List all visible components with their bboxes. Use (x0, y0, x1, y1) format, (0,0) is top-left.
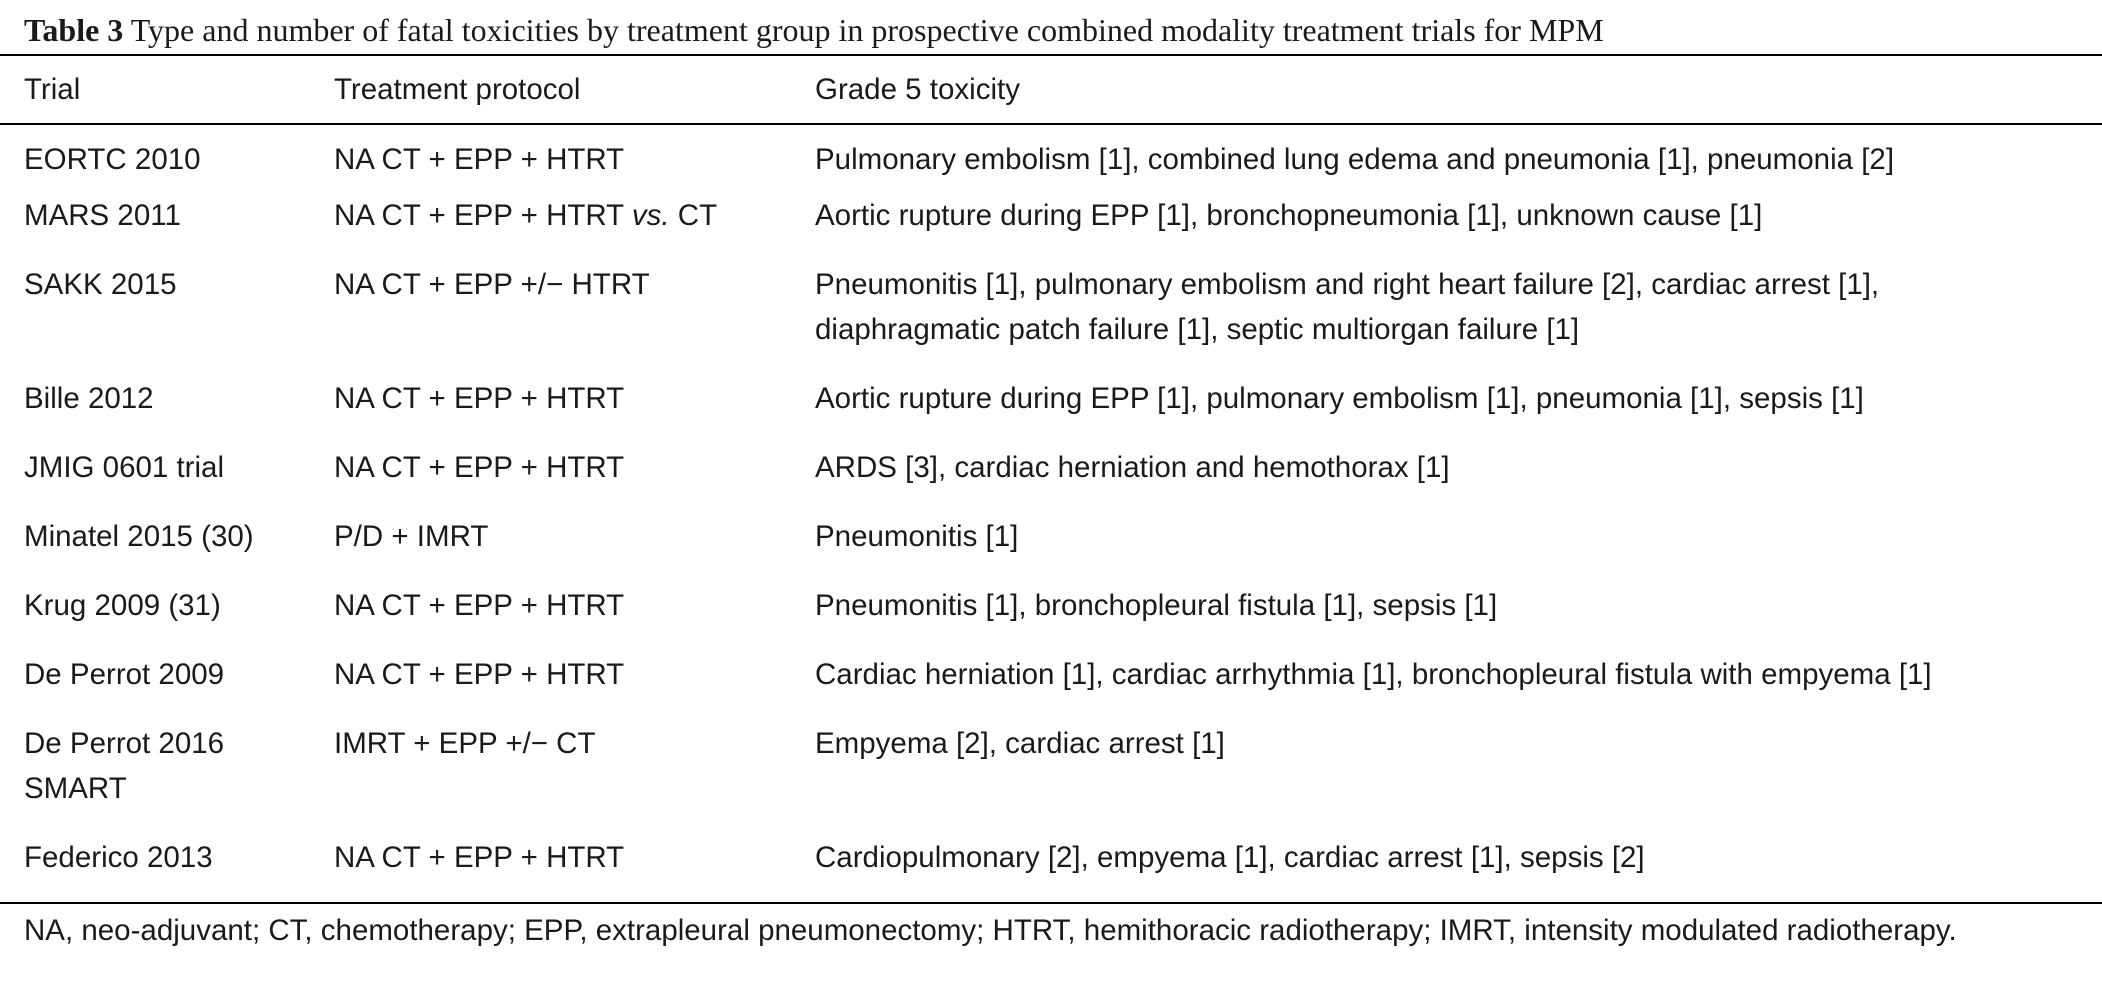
cell-toxicity: Aortic rupture during EPP [1], bronchopneumonia [1], unknown cause [1] (815, 199, 1763, 232)
header-grade5-toxicity: Grade 5 toxicity (815, 73, 1020, 106)
cell-trial: Minatel 2015 (30) (24, 520, 254, 553)
toxicity-line-2: diaphragmatic patch failure [1], septic multiorgan failure [1] (815, 313, 1580, 346)
table-row (0, 721, 2102, 835)
table-row (0, 376, 2102, 445)
cell-toxicity (815, 262, 2102, 376)
table-caption (24, 10, 2084, 50)
cell-toxicity: Pneumonitis [1], bronchopleural fistula [1], sepsis [1] (815, 589, 1498, 622)
cell-toxicity: Cardiopulmonary [2], empyema [1], cardiac arrest [1], sepsis [2] (815, 841, 1645, 874)
table-row (0, 583, 2102, 652)
cell-protocol: NA CT + EPP + HTRT (334, 841, 625, 874)
table-caption-label: Table 3 (24, 12, 124, 48)
table-row (0, 262, 2102, 376)
table-row (0, 514, 2102, 583)
cell-trial: Bille 2012 (24, 382, 154, 415)
cell-protocol: NA CT + EPP +/− HTRT (334, 268, 650, 301)
protocol-vs: vs. (631, 199, 670, 232)
cell-toxicity: Pneumonitis [1] (815, 520, 1019, 553)
cell-protocol: NA CT + EPP + HTRT (334, 451, 625, 484)
cell-toxicity: Cardiac herniation [1], cardiac arrhythmia [1], bronchopleural fistula with empyema [1] (815, 658, 1932, 691)
trial-line-1: De Perrot 2016 (24, 727, 225, 760)
protocol-main: NA CT + EPP + HTRT (334, 199, 632, 232)
cell-trial: JMIG 0601 trial (24, 451, 225, 484)
cell-toxicity: Empyema [2], cardiac arrest [1] (815, 727, 1225, 760)
table-row (0, 445, 2102, 514)
cell-protocol: NA CT + EPP + HTRT (334, 589, 625, 622)
toxicity-line-1: Pneumonitis [1], pulmonary embolism and right heart failure [2], cardiac arrest [1], (815, 268, 1880, 301)
protocol-tail: CT (669, 199, 718, 232)
cell-trial: Krug 2009 (31) (24, 589, 221, 622)
header-treatment-protocol: Treatment protocol (334, 73, 581, 106)
cell-protocol: NA CT + EPP + HTRT (334, 382, 625, 415)
table-row (0, 835, 2102, 904)
table-row (0, 193, 2102, 262)
cell-protocol: NA CT + EPP + HTRT (334, 658, 625, 691)
toxicity-table (0, 55, 2102, 904)
cell-toxicity: Aortic rupture during EPP [1], pulmonary embolism [1], pneumonia [1], sepsis [1] (815, 382, 1864, 415)
cell-protocol: IMRT + EPP +/− CT (334, 727, 596, 760)
cell-trial: Federico 2013 (24, 841, 213, 874)
cell-trial: SAKK 2015 (24, 268, 177, 301)
table-header-row (0, 55, 2102, 124)
cell-trial (0, 721, 334, 835)
cell-protocol (334, 193, 815, 262)
cell-toxicity: ARDS [3], cardiac herniation and hemothorax [1] (815, 451, 1450, 484)
cell-trial: EORTC 2010 (24, 143, 201, 176)
table-caption-text: Type and number of fatal toxicities by treatment group in prospective combined modality treatment trials for MPM (130, 12, 1604, 48)
cell-trial: De Perrot 2009 (24, 658, 225, 691)
table-row (0, 124, 2102, 193)
table-row (0, 652, 2102, 721)
trial-line-2: SMART (24, 772, 127, 805)
cell-protocol: P/D + IMRT (334, 520, 489, 553)
cell-toxicity: Pulmonary embolism [1], combined lung edema and pneumonia [1], pneumonia [2] (815, 143, 1895, 176)
cell-trial: MARS 2011 (24, 199, 181, 232)
table-footnote: NA, neo-adjuvant; CT, chemotherapy; EPP, extrapleural pneumonectomy; HTRT, hemithoracic radiotherapy; IMRT, intensity modulated radiotherapy. (24, 914, 1957, 947)
cell-protocol: NA CT + EPP + HTRT (334, 143, 625, 176)
header-trial: Trial (24, 73, 81, 106)
